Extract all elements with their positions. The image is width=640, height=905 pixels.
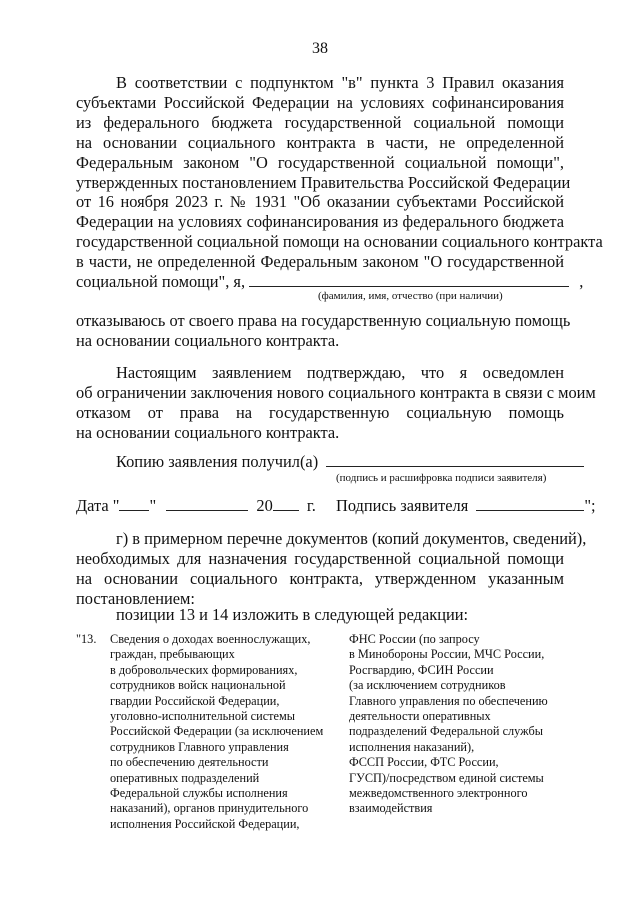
fio-prefix: социальной помощи", я,: [76, 272, 246, 292]
signature-label: Подпись заявителя: [335, 496, 469, 515]
text-line: на основании социального контракта.: [76, 422, 340, 442]
table-col-document: [110, 632, 323, 832]
copy-signature-field[interactable]: [326, 452, 584, 467]
table-cell-line: (за исключением сотрудников: [349, 678, 506, 693]
table-cell-line: гвардии Российской Федерации,: [110, 693, 280, 708]
table-cell-line: ФССП России, ФТС России,: [349, 755, 499, 770]
text-line: субъектами Российской Федерации на условиях софинансирования: [76, 92, 564, 112]
table-cell-line: ГУСП)/посредством единой системы: [349, 770, 544, 785]
date-year-prefix: 20: [256, 496, 273, 515]
text-line: из федерального бюджета государственной социальной помощи: [76, 112, 564, 132]
date-year-field[interactable]: [273, 496, 299, 511]
table-cell-line: граждан, пребывающих: [110, 647, 235, 662]
fio-caption: (фамилия, имя, отчество (при наличии): [318, 290, 503, 302]
table-cell-line: Федеральной службы исполнения: [110, 786, 288, 801]
table-cell-line: уголовно-исполнительной системы: [110, 709, 296, 724]
text-line: Настоящим заявлением подтверждаю, что я осведомлен: [116, 363, 564, 382]
text-line: Федерации на условиях софинансирования из федерального бюджета: [76, 212, 564, 232]
fio-blank-field[interactable]: [249, 272, 569, 287]
paragraph-confirmation: [76, 363, 596, 443]
text-line: на основании социального контракта.: [76, 330, 340, 350]
page-number: 38: [312, 40, 328, 57]
text-line: на основании социального контракта в части, не определенной: [76, 132, 564, 152]
fio-suffix: ,: [579, 272, 584, 292]
table-cell-line: деятельности оперативных: [349, 709, 491, 724]
table-cell-line: межведомственного электронного: [349, 786, 528, 801]
table-cell-line: Сведения о доходах военнослужащих,: [110, 632, 311, 646]
table-cell-line: наказаний), органов принудительного: [110, 801, 309, 816]
date-quote: ": [149, 496, 157, 515]
text-line: отказом от права на государственную социальную помощь: [76, 402, 564, 422]
table-cell-line: в добровольческих формированиях,: [110, 662, 298, 677]
date-signature-row: [76, 496, 596, 516]
paragraph-refusal: [76, 311, 571, 351]
copy-caption: (подпись и расшифровка подписи заявителя): [336, 472, 547, 484]
table-cell-line: по обеспечению деятельности: [110, 755, 269, 770]
table-cell-line: ФНС России (по запросу: [349, 632, 480, 646]
text-line: г) в примерном перечне документов (копий документов, сведений),: [116, 529, 587, 548]
text-line: отказываюсь от своего права на государственную социальную помощь: [76, 311, 571, 330]
text-line: государственной социальной помощи на основании социального контракта: [76, 232, 603, 252]
signature-field[interactable]: [476, 496, 584, 511]
signature-end: ";: [584, 496, 596, 515]
text-line: на основании социального контракта, утвержденном указанным: [76, 568, 564, 588]
table-cell-line: взаимодействия: [349, 801, 433, 816]
date-label: Дата ": [76, 496, 120, 515]
table-cell-line: Росгвардию, ФСИН России: [349, 662, 494, 677]
copy-received-row: [116, 452, 584, 472]
text-line: об ограничении заключения нового социального контракта в связи с моим: [76, 382, 596, 402]
text-line: утвержденных постановлением Правительства Российской Федерации: [76, 172, 571, 192]
text-line: В соответствии с подпунктом "в" пункта 3 Правил оказания: [116, 73, 564, 92]
table-cell-line: сотрудников войск национальной: [110, 678, 286, 693]
text-line: постановлением:: [76, 588, 195, 608]
table-cell-line: в Минобороны России, МЧС России,: [349, 647, 545, 662]
table-cell-line: исполнения Российской Федерации,: [110, 816, 300, 831]
table-cell-line: Главного управления по обеспечению: [349, 693, 548, 708]
paragraph-list-amendment: [76, 529, 587, 609]
table-col-source: [349, 632, 548, 817]
date-day-field[interactable]: [119, 496, 149, 511]
paragraph-positions: позиции 13 и 14 изложить в следующей редакции:: [116, 605, 469, 624]
copy-received-label: Копию заявления получил(а): [116, 452, 319, 471]
text-line: от 16 ноября 2023 г. № 1931 "Об оказании субъектами Российской: [76, 192, 564, 212]
table-cell-line: оперативных подразделений: [110, 770, 260, 785]
date-year-abbr: г.: [306, 496, 316, 515]
table-row-number: "13.: [76, 632, 97, 646]
fio-line: [76, 272, 584, 292]
table-cell-line: подразделений Федеральной службы: [349, 724, 543, 739]
paragraph-regulations: [76, 73, 603, 292]
text-line: необходимых для назначения государственной социальной помощи: [76, 548, 564, 568]
table-cell-line: сотрудников Главного управления: [110, 739, 289, 754]
table-cell-line: Российской Федерации (за исключением: [110, 724, 324, 739]
text-line: Федеральным законом "О государственной социальной помощи",: [76, 152, 564, 172]
date-month-field[interactable]: [166, 496, 248, 511]
text-line: в части, не определенной Федеральным законом "О государственной: [76, 252, 564, 272]
table-cell-line: исполнения наказаний),: [349, 739, 475, 754]
